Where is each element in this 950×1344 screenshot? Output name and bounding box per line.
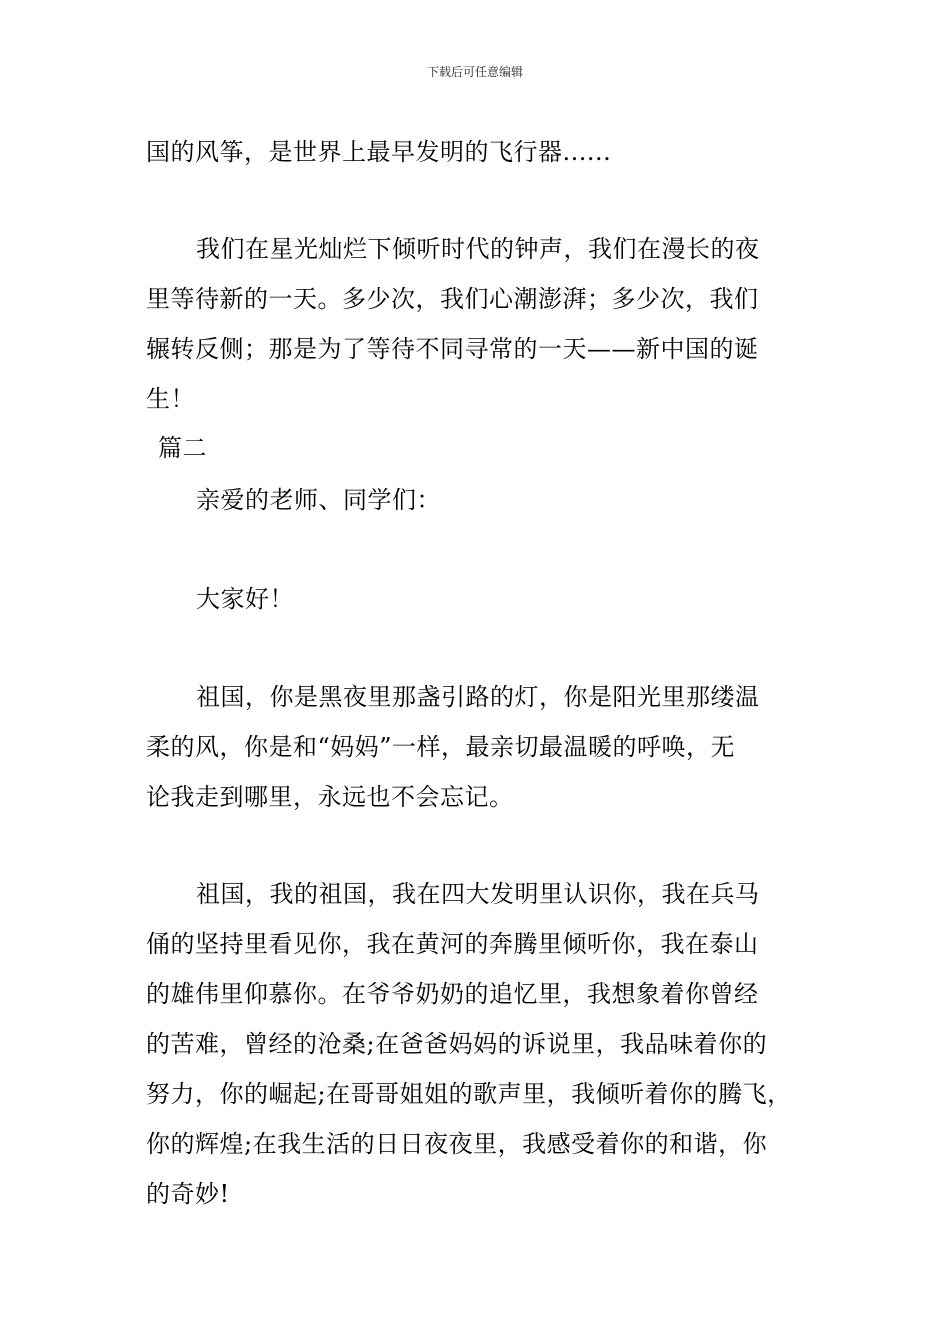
paragraph-line: 你的辉煌;在我生活的日日夜夜里，我感受着你的和谐，你: [146, 1130, 768, 1158]
paragraph-line: 论我走到哪里，永远也不会忘记。: [146, 783, 514, 811]
paragraph-line: 国的风筝，是世界上最早发明的飞行器......: [146, 138, 612, 166]
greeting-line: 大家好！: [196, 585, 294, 613]
paragraph-line: 俑的坚持里看见你，我在黄河的奔腾里倾听你，我在泰山: [146, 930, 759, 958]
paragraph-line: 生！: [146, 385, 195, 413]
paragraph-line: 的奇妙!: [146, 1180, 230, 1208]
paragraph-line: 我们在星光灿烂下倾听时代的钟声，我们在漫长的夜: [196, 235, 760, 263]
paragraph-line: 的苦难，曾经的沧桑;在爸爸妈妈的诉说里，我品味着你的: [146, 1030, 768, 1058]
paragraph-line: 辗转反侧；那是为了等待不同寻常的一天——新中国的诞: [146, 335, 759, 363]
paragraph-line: 努力，你的崛起;在哥哥姐姐的歌声里，我倾听着你的腾飞，: [146, 1080, 792, 1108]
paragraph-line: 祖国，我的祖国，我在四大发明里认识你，我在兵马: [196, 880, 760, 908]
greeting-line: 亲爱的老师、同学们：: [196, 486, 441, 514]
paragraph-line: 里等待新的一天。多少次，我们心潮澎湃；多少次，我们: [146, 285, 759, 313]
section-title: 篇二: [158, 434, 207, 462]
paragraph-line: 的雄伟里仰慕你。在爷爷奶奶的追忆里，我想象着你曾经: [146, 980, 759, 1008]
paragraph-line: 祖国，你是黑夜里那盏引路的灯，你是阳光里那缕温: [196, 683, 760, 711]
page-header: 下载后可任意编辑: [426, 65, 523, 79]
paragraph-line: 柔的风，你是和“妈妈”一样，最亲切最温暖的呼唤，无: [146, 733, 736, 761]
